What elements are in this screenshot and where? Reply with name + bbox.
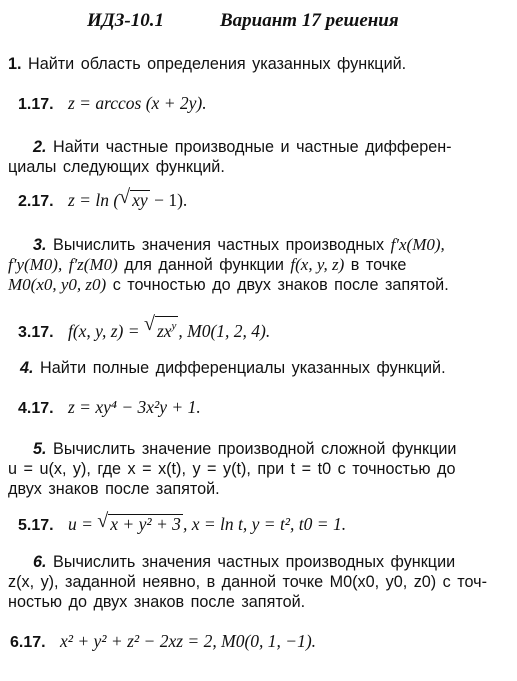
task-6-line3: ностью до двух знаков после запятой. [8,593,306,611]
formula-3-number: 3.17. [18,324,54,341]
task-3 [0,235,517,295]
formula-1-number: 1.17. [18,96,54,113]
formula-4-expression: z = xy⁴ − 3x²y + 1. [67,397,201,417]
formula-2-number: 2.17. [18,193,54,210]
formula-5 [0,510,517,537]
formula-2 [0,186,517,213]
formula-3-exponent: y [171,320,177,332]
task-1-text [0,54,517,74]
task-3-line1: Вычислить значения частных производных [53,236,385,254]
formula-3-prefix: f(x, y, z) = [67,321,144,341]
task-3-fz: f′z(M0) [68,255,118,274]
formula-2-radicand: xy [132,190,148,210]
formula-4-number: 4.17. [18,400,54,417]
task-5-line3: двух знаков после запятой. [8,480,220,498]
task-3-point: M0(x0, y0, z0) [8,275,107,294]
formula-3 [0,313,517,344]
task-3-line2b: в точке [350,256,407,274]
sqrt-symbol: √ xy [119,186,148,210]
formula-1-expression: z = arccos (x + 2y). [67,93,207,113]
task-4 [0,358,517,378]
variant-title: Вариант 17 решения [220,10,399,31]
task-5 [0,439,517,499]
formula-2-suffix: − 1). [149,190,188,210]
doc-code: ИДЗ-10.1 [87,10,165,31]
formula-1 [0,92,517,116]
task-3-func: f(x, y, z) [290,255,345,274]
task-5-line1: Вычислить значение производной сложной функции [53,440,457,458]
task-5-line2: u = u(x, y), где x = x(t), y = y(t), при t = t0 с точностью до [8,460,456,478]
formula-3-suffix: , M0(1, 2, 4). [178,321,271,341]
task-3-fy: f′y(M0), [8,255,63,274]
task-2-line2: циалы следующих функций. [8,158,225,176]
task-2-line1: Найти частные производные и частные дифферен- [53,138,452,156]
task-1 [0,54,517,74]
document-header [0,10,517,40]
sqrt-symbol: √ $zx^y$ [143,313,177,341]
task-5-number: 5. [33,440,47,458]
sqrt-symbol: √ x + y² + 3 [97,510,181,534]
formula-5-radicand: x + y² + 3 [110,514,181,534]
task-2 [0,137,517,177]
task-4-number: 4. [20,359,34,377]
task-6-line1: Вычислить значения частных производных функции [53,553,456,571]
task-6 [0,552,517,612]
formula-6 [0,630,517,654]
task-2-number: 2. [33,138,47,156]
task-6-line2: z(x, y), заданной неявно, в данной точке M0(x0, y0, z0) с точ- [8,573,487,591]
formula-6-number: 6.17. [10,634,46,651]
task-1-statement: Найти область определения указанных функций. [28,55,407,73]
formula-5-number: 5.17. [18,517,54,534]
task-4-statement: Найти полные дифференциалы указанных функций. [40,359,446,377]
formula-6-expression: x² + y² + z² − 2xz = 2, M0(0, 1, −1). [59,631,317,651]
formula-4 [0,396,517,420]
task-3-line3: с точностью до двух знаков после запятой. [112,276,449,294]
task-3-number: 3. [33,236,47,254]
formula-2-prefix: z = ln ( [67,190,120,210]
formula-3-radicand: zx [156,321,172,341]
task-6-number: 6. [33,553,47,571]
formula-5-prefix: u = [67,514,98,534]
task-1-number: 1. [8,55,22,73]
task-3-fx: f′x(M0), [390,235,445,254]
task-3-line2a: для данной функции [124,256,284,274]
formula-5-suffix: , x = ln t, y = t², t0 = 1. [182,514,347,534]
